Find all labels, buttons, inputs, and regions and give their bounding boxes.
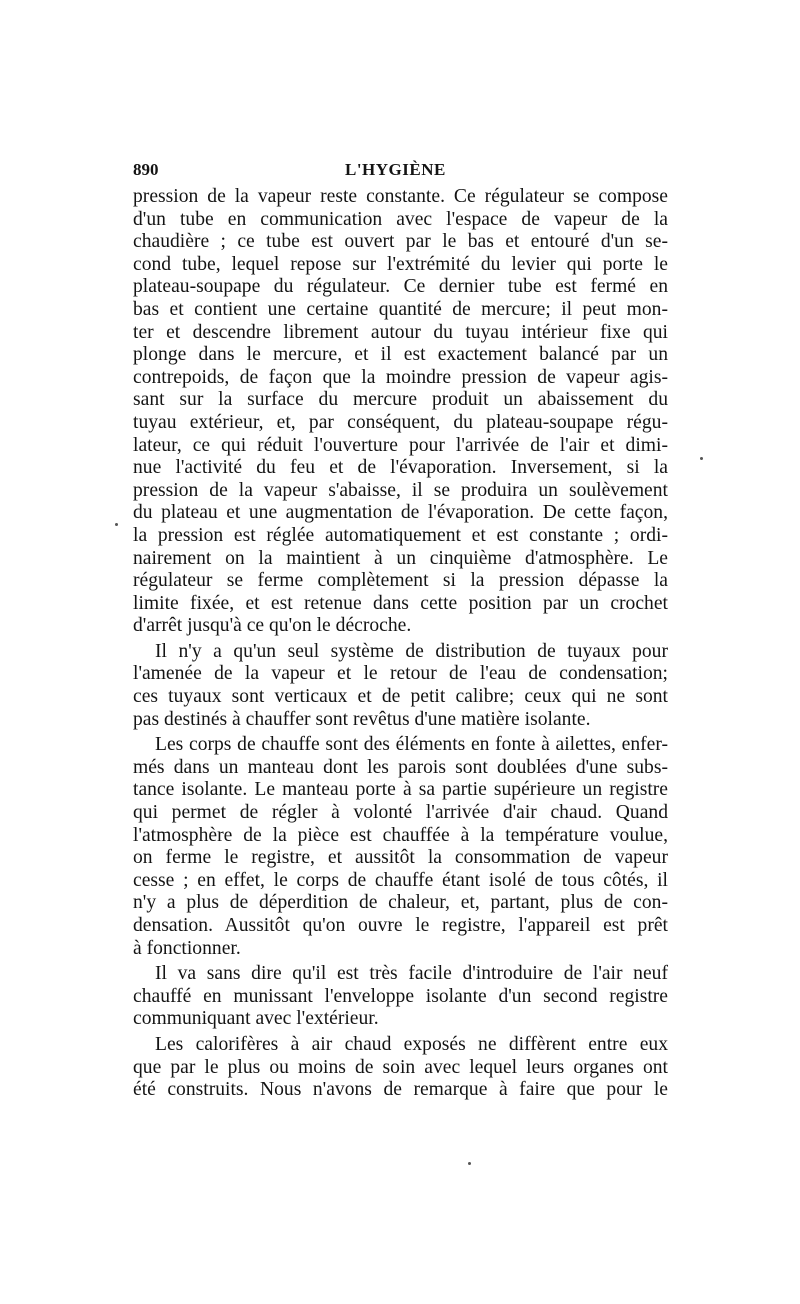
text-line: n'y a plus de déperdition de chaleur, et, partant, plus de con- — [133, 892, 668, 914]
text-line: pas destinés à chauffer sont revêtus d'une matière isolante. — [133, 708, 591, 730]
text-line: nue l'activité du feu et de l'évaporation. Inversement, si la — [133, 457, 668, 479]
text-line: sant sur la surface du mercure produit un abaissement du — [133, 389, 668, 411]
text-line: nairement on la maintient à un cinquième d'atmosphère. Le — [133, 547, 668, 569]
text-line: plateau-soupape du régulateur. Ce dernier tube est fermé en — [133, 276, 668, 298]
text-line: Les calorifères à air chaud exposés ne diffèrent entre eux — [155, 1033, 668, 1055]
text-line: contrepoids, de façon que la moindre pression de vapeur agis- — [133, 366, 668, 388]
page-number: 890 — [133, 160, 159, 179]
text-line: limite fixée, et est retenue dans cette position par un crochet — [133, 592, 668, 614]
text-line: que par le plus ou moins de soin avec lequel leurs organes ont — [133, 1056, 668, 1078]
text-line: communiquant avec l'extérieur. — [133, 1008, 379, 1030]
text-line: l'atmosphère de la pièce est chauffée à la température voulue, — [133, 824, 668, 846]
text-line: du plateau et une augmentation de l'évaporation. De cette façon, — [133, 502, 668, 524]
text-line: été construits. Nous n'avons de remarque à faire que pour le — [133, 1079, 668, 1101]
text-line: Il va sans dire qu'il est très facile d'introduire de l'air neuf — [155, 963, 668, 985]
page-header — [133, 160, 665, 184]
text-line: qui permet de régler à volonté l'arrivée d'air chaud. Quand — [133, 802, 668, 824]
text-line: pression de la vapeur reste constante. Ce régulateur se compose — [133, 186, 668, 207]
text-line: pression de la vapeur s'abaisse, il se produira un soulèvement — [133, 479, 668, 501]
print-speck — [468, 1162, 471, 1165]
text-line: la pression est réglée automatiquement et est constante ; ordi- — [133, 524, 668, 546]
text-line: à fonctionner. — [133, 937, 241, 959]
text-line: d'arrêt jusqu'à ce qu'on le décroche. — [133, 615, 412, 637]
paragraph-4 — [133, 963, 668, 1031]
body-text — [133, 186, 668, 1102]
paragraph-2 — [133, 641, 668, 731]
print-speck — [700, 457, 703, 460]
text-line: Il n'y a qu'un seul système de distribution de tuyaux pour — [155, 640, 668, 662]
text-line: ter et descendre librement autour du tuyau intérieur fixe qui — [133, 321, 668, 343]
text-line: on ferme le registre, et aussitôt la consommation de vapeur — [133, 847, 668, 869]
text-line: cesse ; en effet, le corps de chauffe étant isolé de tous côtés, il — [133, 869, 668, 891]
text-line: tuyau extérieur, et, par conséquent, du plateau-soupape régu- — [133, 411, 668, 433]
paragraph-3 — [133, 734, 668, 960]
text-line: plonge dans le mercure, et il est exactement balancé par un — [133, 344, 668, 366]
paragraph-1 — [133, 186, 668, 638]
text-line: ces tuyaux sont verticaux et de petit calibre; ceux qui ne sont — [133, 686, 668, 708]
text-line: més dans un manteau dont les parois sont doublées d'une subs- — [133, 756, 668, 778]
text-line: régulateur se ferme complètement si la pression dépasse la — [133, 570, 668, 592]
text-line: chaudière ; ce tube est ouvert par le bas et entouré d'un se- — [133, 231, 668, 253]
text-line: chauffé en munissant l'enveloppe isolante d'un second registre — [133, 985, 668, 1007]
text-line: Les corps de chauffe sont des éléments en fonte à ailettes, enfer- — [155, 734, 668, 756]
running-title: L'HYGIÈNE — [345, 160, 446, 179]
text-line: bas et contient une certaine quantité de mercure; il peut mon- — [133, 298, 668, 320]
text-line: lateur, ce qui réduit l'ouverture pour l'arrivée de l'air et dimi- — [133, 434, 668, 456]
print-speck — [115, 523, 118, 526]
text-line: cond tube, lequel repose sur l'extrémité du levier qui porte le — [133, 253, 668, 275]
paragraph-5 — [133, 1034, 668, 1102]
text-line: tance isolante. Le manteau porte à sa partie supérieure un registre — [133, 779, 668, 801]
text-line: d'un tube en communication avec l'espace de vapeur de la — [133, 208, 668, 230]
text-line: densation. Aussitôt qu'on ouvre le registre, l'appareil est prêt — [133, 915, 668, 936]
text-line: l'amenée de la vapeur et le retour de l'eau de condensation; — [133, 663, 668, 685]
